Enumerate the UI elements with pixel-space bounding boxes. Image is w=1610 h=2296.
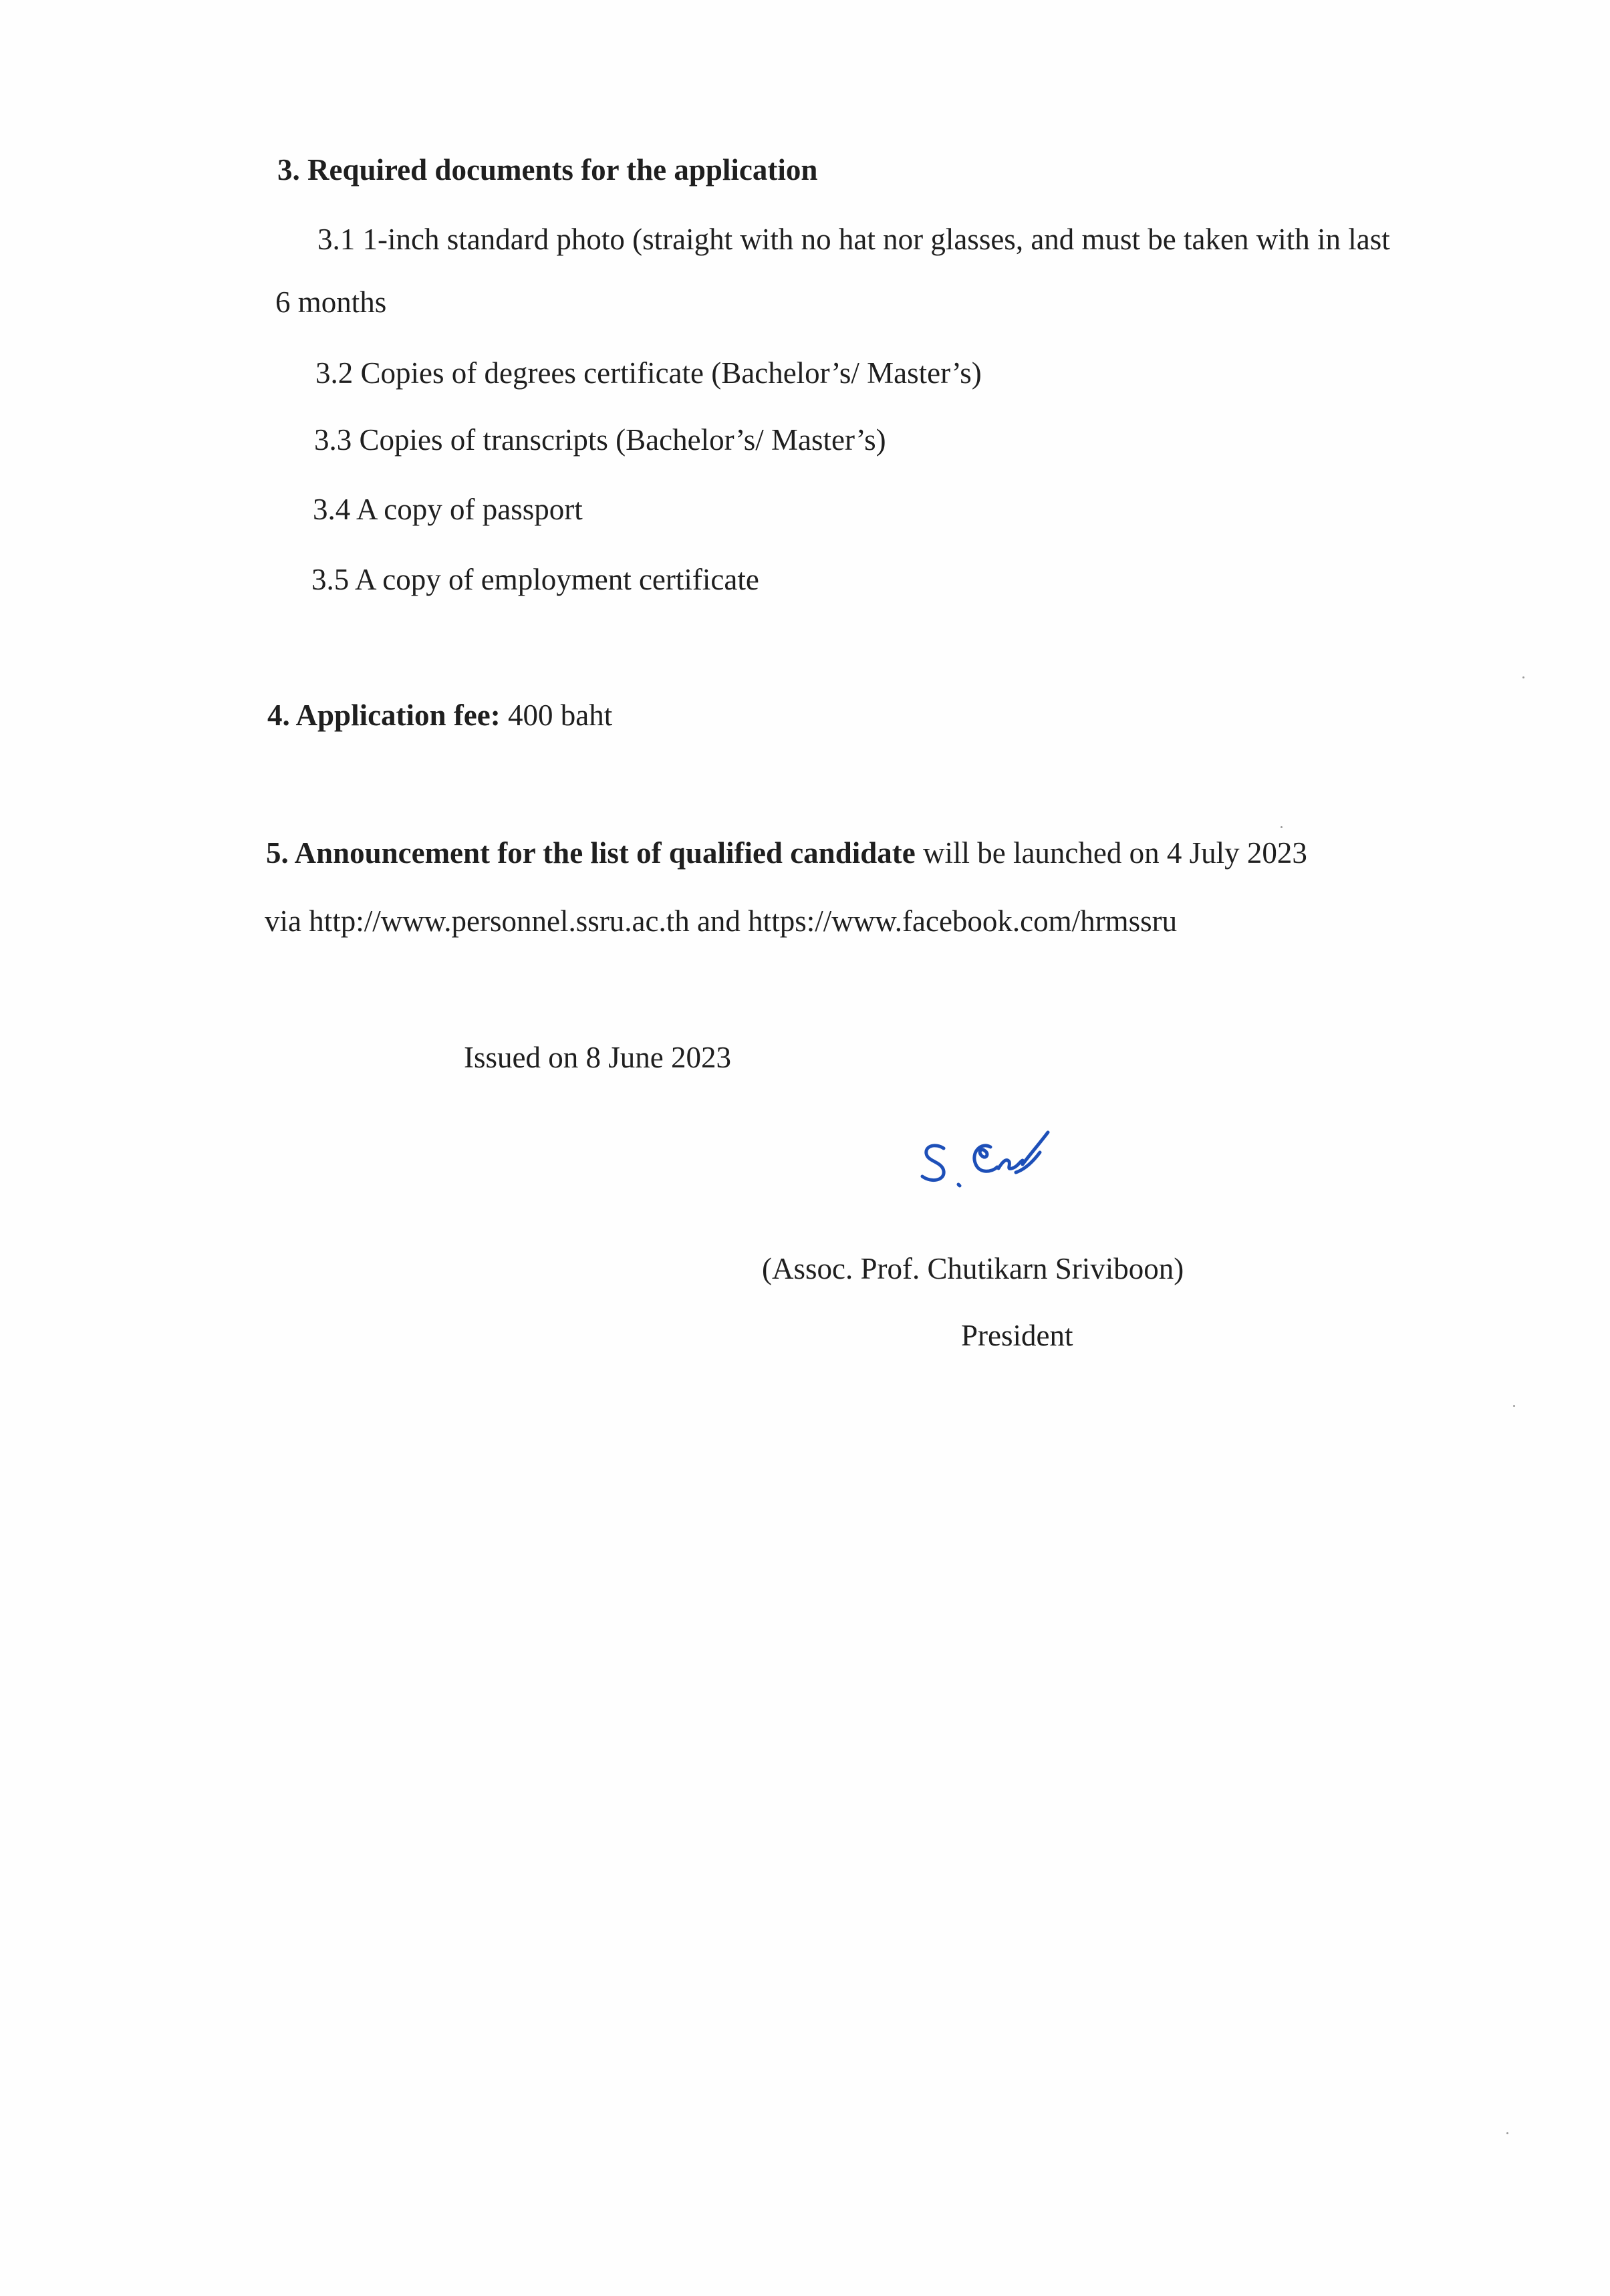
application-fee-label: 4. Application fee: [267,698,501,732]
signatory-name: (Assoc. Prof. Chutikarn Sriviboon) [762,1252,1184,1285]
item-3-4: 3.4 A copy of passport [313,493,583,526]
item-3-3: 3.3 Copies of transcripts (Bachelor’s/ Master’s) [314,423,886,457]
issued-date: Issued on 8 June 2023 [464,1041,731,1074]
signature-image [916,1123,1083,1203]
item-3-1-line2: 6 months [275,285,387,319]
scan-speck [1513,1405,1515,1407]
announcement-urls: via http://www.personnel.ssru.ac.th and https://www.facebook.com/hrmssru [265,904,1178,938]
item-3-5: 3.5 A copy of employment certificate [311,563,759,596]
scan-speck [1522,676,1524,678]
item-3-1-line1: 3.1 1-inch standard photo (straight with no hat nor glasses, and must be taken with in last [317,223,1390,256]
scan-speck [1281,826,1283,828]
signatory-title: President [961,1319,1073,1352]
announcement-label: 5. Announcement for the list of qualified candidate [266,836,916,870]
section-5-line1 [266,838,1307,868]
scan-speck [1506,2132,1508,2134]
application-fee-value: 400 baht [500,698,613,732]
section-4 [267,700,612,731]
section-3-heading: 3. Required documents for the application [277,153,818,186]
announcement-date: will be launched on 4 July 2023 [915,836,1307,870]
item-3-2: 3.2 Copies of degrees certificate (Bachelor’s/ Master’s) [315,356,982,390]
